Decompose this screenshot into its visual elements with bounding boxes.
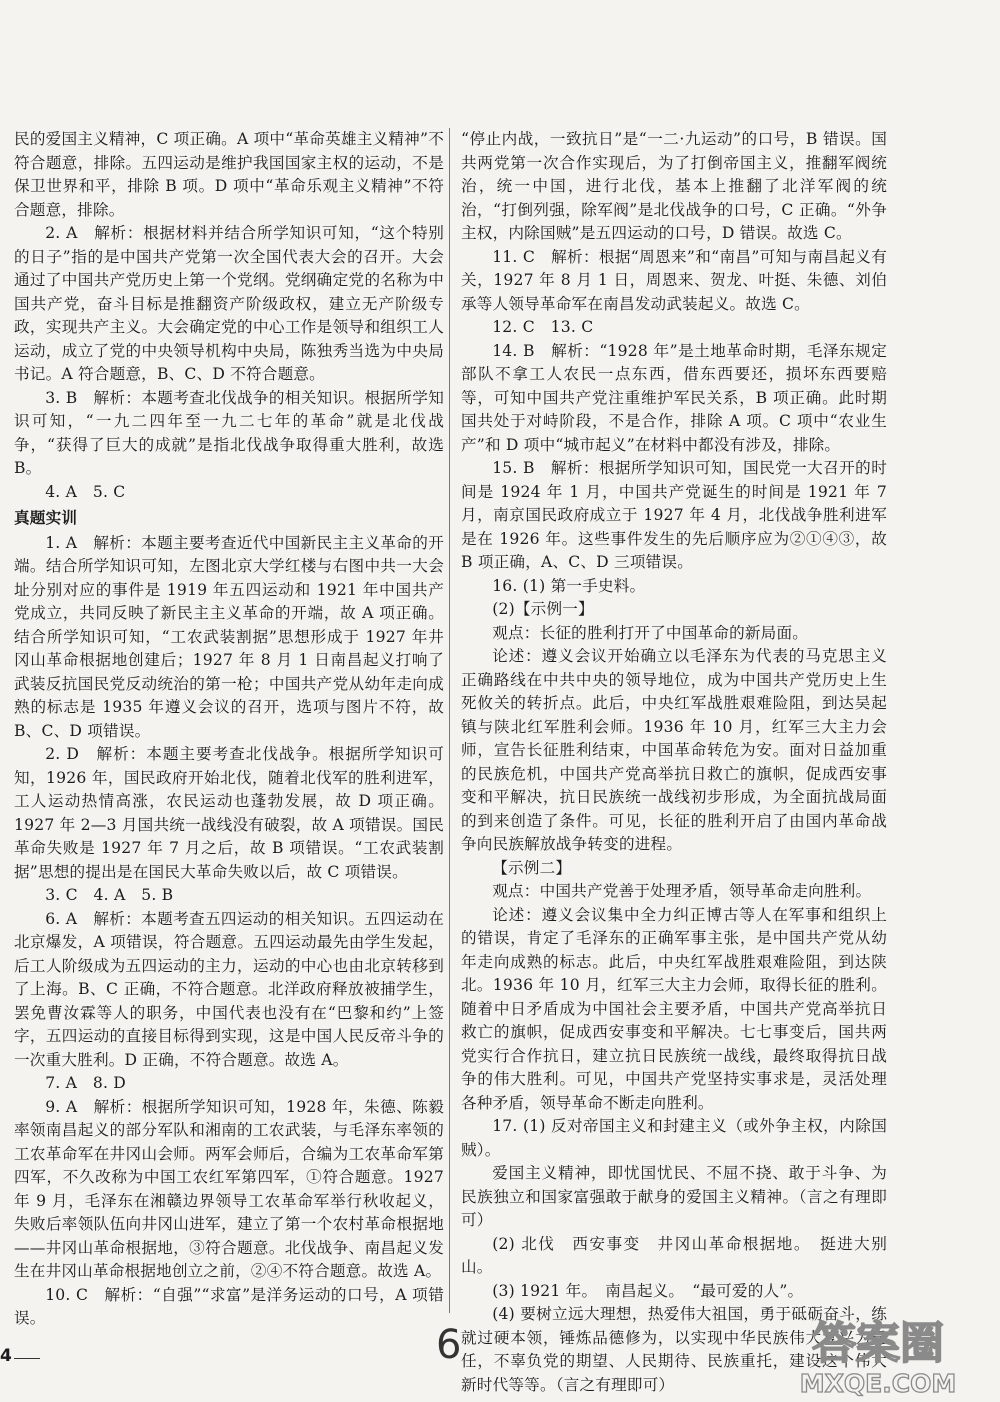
answer-paragraph: 【示例二】 xyxy=(492,858,572,877)
answer-paragraph: 2. D 解析：本题主要考查北伐战争。根据所学知识可知，1926 年，国民政府开始北伐，随着北伐军的胜利进军，工人运动热情高涨，农民运动也蓬勃发展，故 D 项正确。1927 年 2—3 月国共统一战线没有破裂，故 A 项错误。国民革命失败是 1927 年 7 月之后，故 B 项错误。“工农武装割据”思想的提出是在国民大革命失败以后，故 C 项错误。 xyxy=(14,745,444,881)
section-heading: 真题实训 xyxy=(14,508,78,527)
answer-paragraph: 论述：遵义会议开始确立以毛泽东为代表的马克思主义正确路线在中共中央的领导地位，成为中国共产党历史上生死攸关的转折点。此后，中央红军战胜艰难险阻，到达吴起镇与陕北红军胜利会师。1936 年 10 月，红军三大主力会师，宣告长征胜利结束，中国革命转危为安。面对日益加重的民族危机，中国共产党高举抗日救亡的旗帜，促成西安事变和平解决，抗日民族统一战线初步形成，为全面抗战局面的到来创造了条件。可见，长征的胜利开启了由国内革命战争向民族解放战争转变的进程。 xyxy=(461,647,887,853)
answer-paragraph: 15. B 解析：根据所学知识可知，国民党一大召开的时间是 1924 年 1 月，中国共产党诞生的时间是 1921 年 7 月，南京国民政府成立于 1927 年 4 月，北伐战争胜利进军是在 1926 年。这些事件发生的先后顺序应为②①④③，故 B 项正确，A、C、D 三项错误。 xyxy=(461,459,887,571)
answer-paragraph: 爱国主义精神，即忧国忧民、不屈不挠、敢于斗争、为民族独立和国家富强敢于献身的爱国主义精神。（言之有理即可） xyxy=(461,1164,887,1229)
answer-paragraph: 3. B 解析：本题考查北伐战争的相关知识。根据所学知识可知，“一九二四年至一九二七年的革命”就是北伐战争，“获得了巨大的成就”是指北伐战争取得重大胜利，故选 B。 xyxy=(14,388,444,477)
answer-paragraph: 观点：中国共产党善于处理矛盾，领导革命走向胜利。 xyxy=(492,882,872,900)
answer-paragraph: 4. A 5. C xyxy=(45,482,126,501)
answer-paragraph: 6. A 解析：本题考查五四运动的相关知识。五四运动在北京爆发，A 项错误，符合题意。五四运动最先由学生发起，后工人阶级成为五四运动的主力，运动的中心也由北京转移到了上海。B、C 正确，不符合题意。北洋政府释放被捕学生，罢免曹汝霖等人的职务，中国代表也没有在“巴黎和约”上签字，五四运动的直接目标得到实现，这是中国人民反帝斗争的一次重大胜利。D 正确，不符合题意。故选 A。 xyxy=(14,909,444,1069)
answer-paragraph: (2)【示例一】 xyxy=(492,600,594,618)
watermark-logo xyxy=(762,1306,994,1400)
left-column xyxy=(14,128,444,1331)
answer-paragraph: 9. A 解析：根据所学知识可知，1928 年，朱德、陈毅率领南昌起义的部分军队和湘南的工农武装，与毛泽东率领的工农革命军在井冈山会师。两军会师后，合编为工农革命军第四军，不久改称为中国工农红军第四军，①符合题意。1927 年 9 月，毛泽东在湘赣边界领导工农革命军举行秋收起义，失败后率领队伍向井冈山进军，建立了第一个农村革命根据地——井冈山革命根据地，③符合题意。北伐战争、南昌起义发生在井冈山革命根据地创立之前，②④不符合题意。故选 A。 xyxy=(14,1097,444,1280)
answer-paragraph: 16. (1) 第一手史料。 xyxy=(492,576,646,595)
page-number-rule xyxy=(14,1358,40,1359)
answer-paragraph: (3) 1921 年。 南昌起义。 “最可爱的人”。 xyxy=(492,1281,804,1300)
right-column xyxy=(461,128,887,1397)
answer-paragraph: 7. A 8. D xyxy=(45,1074,127,1092)
answer-paragraph: 2. A 解析：根据材料并结合所学知识可知，“这个特别的日子”指的是中国共产党第一次全国代表大会的召开。大会通过了中国共产党历史上第一个党纲。党纲确定党的名称为中国共产党，奋斗目标是推翻资产阶级政权，建立无产阶级专政，实现共产主义。大会确定党的中心工作是领导和组织工人运动，成立了党的中央领导机构中央局，陈独秀当选为中央局书记。A 符合题意，B、C、D 不符合题意。 xyxy=(14,224,444,383)
answer-paragraph: (4) 要树立远大理想，热爱伟大祖国，勇于砥砺奋斗，练就过硬本领，锤炼品德修为，以实现中华民族伟大复兴为己任，不辜负党的期望、人民期待、民族重托，建设这个伟大新时代等等。（言之有理即可） xyxy=(461,1305,887,1394)
answer-paragraph: 11. C 解析：根据“周恩来”和“南昌”可知与南昌起义有关，1927 年 8 月 1 日，周恩来、贺龙、叶挺、朱德、刘伯承等人领导革命军在南昌发动武装起义。故选 C。 xyxy=(461,247,887,313)
watermark-title: 答案圈 xyxy=(812,1318,944,1369)
answer-paragraph: 17. (1) 反对帝国主义和封建主义（或外争主权，内除国贼）。 xyxy=(461,1117,887,1159)
page-number: 4 xyxy=(0,1346,12,1366)
answer-paragraph: 10. C 解析：“自强”“求富”是洋务运动的口号，A 项错误。 xyxy=(14,1285,444,1327)
answer-paragraph: (2) 北伐 西安事变 井冈山革命根据地。 挺进大别山。 xyxy=(461,1234,887,1276)
watermark-url: MXQE.COM xyxy=(799,1369,957,1398)
answer-paragraph: 观点：长征的胜利打开了中国革命的新局面。 xyxy=(492,623,809,642)
answer-paragraph: 12. C 13. C xyxy=(492,318,594,336)
answer-paragraph: 3. C 4. A 5. B xyxy=(45,886,174,904)
answer-paragraph: 民的爱国主义精神，C 项正确。A 项中“革命英雄主义精神”不符合题意，排除。五四运动是维护我国国家主权的运动，不是保卫世界和平，排除 B 项。D 项中“革命乐观主义精神”不符合题意，排除。 xyxy=(14,130,444,219)
answer-paragraph: 14. B 解析：“1928 年”是土地革命时期，毛泽东规定部队不拿工人农民一点东西，借东西要还，损坏东西要赔等，可知中国共产党注重维护军民关系，B 项正确。此时期国共处于对峙阶段，不是合作，排除 A 项。C 项中“农业生产”和 D 项中“城市起义”在材料中都没有涉及，排除。 xyxy=(461,341,887,454)
answer-paragraph: 论述：遵义会议集中全力纠正博古等人在军事和组织上的错误，肯定了毛泽东的正确军事主张，是中国共产党从幼年走向成熟的标志。此后，中央红军战胜艰难险阻，到达陕北。1936 年 10 月，红军三大主力会师，取得长征的胜利。随着中日矛盾成为中国社会主要矛盾，中国共产党高举抗日救亡的旗帜，促成西安事变和平解决。七七事变后，国共两党实行合作抗日，建立抗日民族统一战线，最终取得抗日战争的伟大胜利。可见，中国共产党坚持实事求是，灵活处理各种矛盾，领导革命不断走向胜利。 xyxy=(461,905,887,1112)
answer-paragraph: “停止内战，一致抗日”是“一二·九运动”的口号，B 错误。国共两党第一次合作实现后，为了打倒帝国主义，推翻军阀统治，统一中国，进行北伐，基本上推翻了北洋军阀的统治，“打倒列强，除军阀”是北伐战争的口号，C 正确。“外争主权，内除国贼”是五四运动的口号，D 错误。故选 C。 xyxy=(461,130,887,242)
answer-paragraph: 1. A 解析：本题主要考查近代中国新民主主义革命的开端。结合所学知识可知，左图北京大学红楼与右图中共一大会址分别对应的事件是 1919 年五四运动和 1921 年中国共产党成立，共同反映了新民主主义革命的开端，故 A 项正确。结合所学知识可知，“工农武装割据”思想形成于 1927 年井冈山革命根据地创建后；1927 年 8 月 1 日南昌起义打响了武装反抗国民党反动统治的第一枪；中国共产党从幼年走向成熟的标志是 1935 年遵义会议的召开，选项与图片不符，故 B、C、D 项错误。 xyxy=(14,533,444,740)
handwritten-mark: 6 xyxy=(436,1322,462,1368)
column-divider xyxy=(449,128,450,1313)
